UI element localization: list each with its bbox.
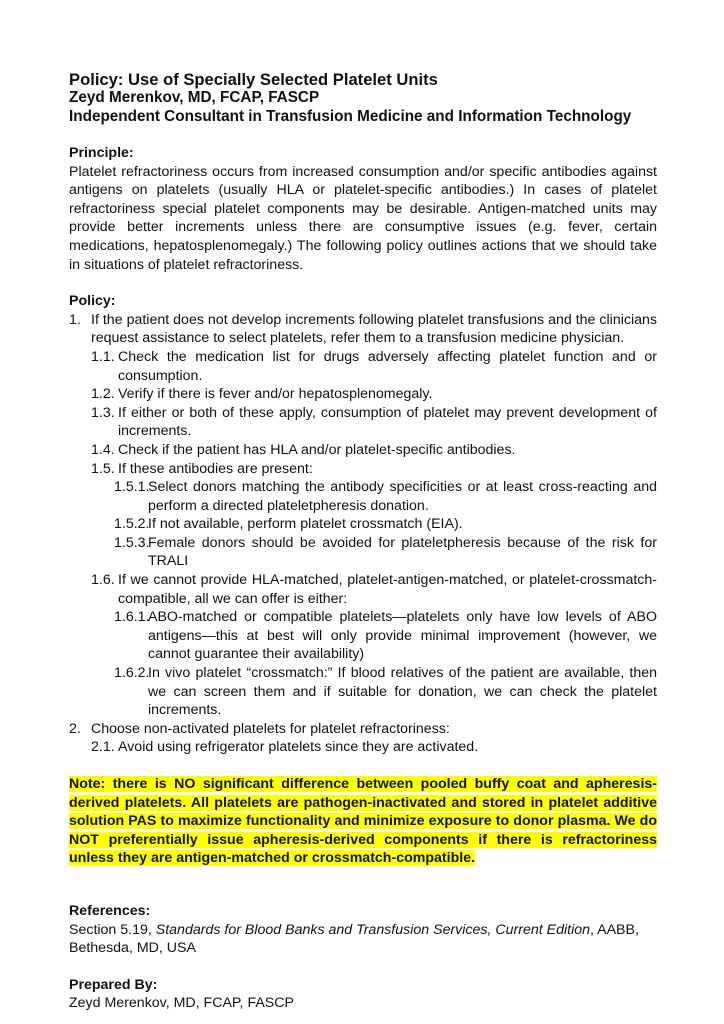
prepared-by-heading: Prepared By: (69, 976, 158, 993)
list-item: 1.6. If we cannot provide HLA-matched, platelet-antigen-matched, or platelet-crossmatch-compatible, all we can offer is either: (91, 572, 657, 607)
list-item: 1.5.1. Select donors matching the antibody specificities or at least cross-reacting and perform a directed plateletpheresis donation. (114, 479, 657, 514)
highlighted-note (69, 775, 657, 868)
list-item: 2.1. Avoid using refrigerator platelets since they are activated. (91, 739, 479, 756)
prepared-by-name: Zeyd Merenkov, MD, FCAP, FASCP (69, 995, 294, 1012)
list-item: 2. Choose non-activated platelets for platelet refractoriness: (69, 720, 450, 737)
list-item: 1.4. Check if the patient has HLA and/or platelet-specific antibodies. (91, 441, 516, 458)
reference-title: Standards for Blood Banks and Transfusion Services, Current Edition (155, 921, 591, 938)
list-item: 1.6.2. In vivo platelet “crossmatch:” If blood relatives of the patient are available, then we can screen them and if suitable for donation, we can check the platelet increments. (114, 665, 657, 719)
note-text: Note: there is NO significant difference between pooled buffy coat and apheresis-derived platelets. All platelets are pathogen-inactivated and stored in platelet additive solution PAS to maximize functionality and minimize exposure to donor plasma. We do NOT preferentially issue apheresis-derived components if there is refractoriness unless they are antigen-matched or crossmatch-compatible. (69, 776, 657, 867)
document-page (69, 70, 657, 1013)
references-heading: References: (69, 902, 151, 919)
document-title: Policy: Use of Specially Selected Platelet Units (69, 70, 438, 89)
list-item: 1.3. If either or both of these apply, consumption of platelet may prevent development of increments. (91, 404, 657, 440)
principle-heading: Principle: (69, 145, 134, 161)
list-item: 1.1. Check the medication list for drugs adversely affecting platelet function and or consumption. (91, 348, 657, 384)
policy-heading: Policy: (69, 293, 116, 310)
list-item: 1.5. If these antibodies are present: (91, 460, 313, 477)
reference-entry: Section 5.19, Standards for Blood Banks and Transfusion Services, Current Edition, AABB, Bethesda, MD, USA (69, 921, 639, 957)
list-item: 1.6.1. ABO-matched or compatible platelets—platelets only have low levels of ABO antigens—this at best will only provide minimal improvement (however, we cannot guarantee their availability) (114, 609, 657, 663)
list-item: 1.2. Verify if there is fever and/or hepatosplenomegaly. (91, 386, 433, 403)
author-affiliation: Independent Consultant in Transfusion Medicine and Information Technology (69, 107, 632, 125)
references-section (69, 902, 657, 958)
list-item: 1.5.2. If not available, perform platelet crossmatch (EIA). (114, 516, 463, 533)
list-item: 1. If the patient does not develop increments following platelet transfusions and the clinicians request assistance to select platelets, refer them to a transfusion medicine physician. (69, 311, 657, 347)
policy-list (69, 311, 657, 757)
list-item: 1.5.3. Female donors should be avoided for plateletpheresis because of the risk for TRALI (114, 534, 657, 570)
principle-text: Platelet refractoriness occurs from increased consumption and/or specific antibodies against antigens on platelets (usually HLA or platelet-specific antibodies.) In cases of platelet refractoriness special platelet components may be desirable. Antigen-matched units may provide better increments unless there are consumptive issues (e.g. fever, certain medications, hepatosplenomegaly.) The following policy outlines actions that we should take in situations of platelet refractoriness. (69, 163, 657, 273)
document-author: Zeyd Merenkov, MD, FCAP, FASCP (69, 89, 320, 106)
